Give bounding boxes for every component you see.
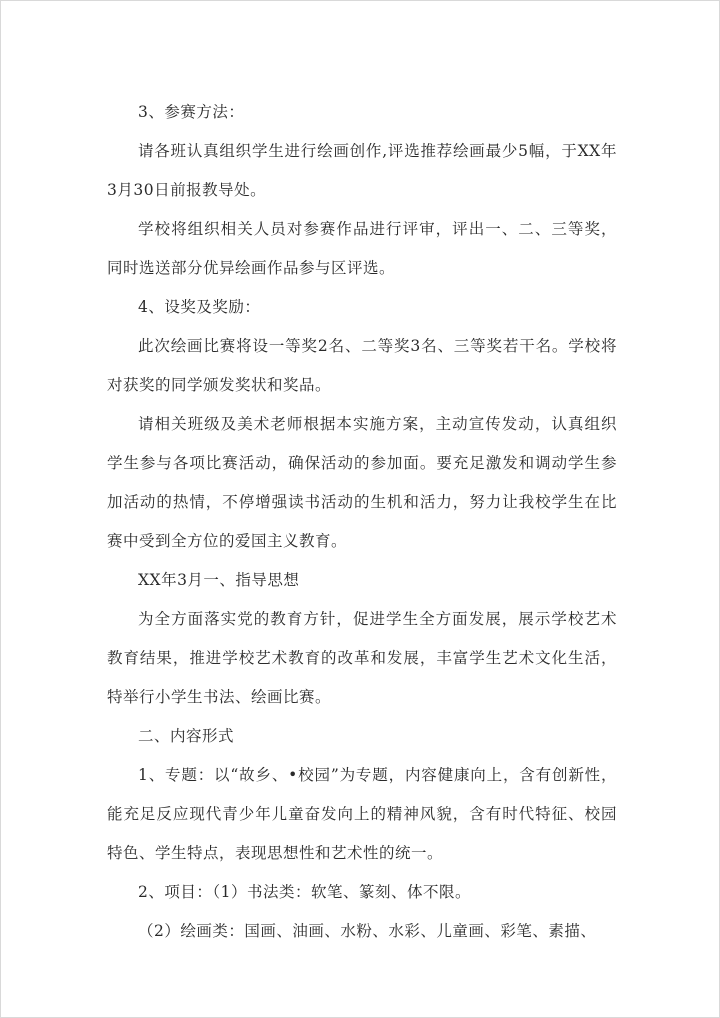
paragraph-projects-calligraphy: 2、项目：（1）书法类：软笔、篆刻、体不限。 xyxy=(138,883,471,901)
paragraph-guiding-ideas: 为全方面落实党的教育方针，促进学生全方面发展，展示学校艺术教育结果，推进学校艺术教育的改革和发展，丰富学生艺术文化生活，特举行小学生书法、绘画比赛。 xyxy=(107,610,617,706)
paragraph-topic: 1、专题：以“故乡、•校园”为专题，内容健康向上，含有创新性，能充足反应现代青少年儿童奋发向上的精神风貌，含有时代特征、校园特色、学生特点，表现思想性和艺术性的统一。 xyxy=(107,766,617,862)
section-heading-content-form: 二、内容形式 xyxy=(138,727,235,745)
paragraph-review: 学校将组织相关人员对参赛作品进行评审，评出一、二、三等奖，同时选送部分优异绘画作品参与区评选。 xyxy=(107,220,617,277)
paragraph-submission: 请各班认真组织学生进行绘画创作,评选推荐绘画最少5幅，于XX年3月30日前报教导处。 xyxy=(107,142,617,199)
paragraph-projects-painting: （2）绘画类：国画、油画、水粉、水彩、儿童画、彩笔、素描、 xyxy=(138,922,597,940)
section-heading-awards: 4、设奖及奖励： xyxy=(138,298,261,316)
document-body xyxy=(107,93,617,951)
paragraph-awards: 此次绘画比赛将设一等奖2名、二等奖3名、三等奖若干名。学校将对获奖的同学颁发奖状和奖品。 xyxy=(107,337,617,394)
paragraph-promotion: 请相关班级及美术老师根据本实施方案，主动宣传发动，认真组织学生参与各项比赛活动，确保活动的参加面。要充足激发和调动学生参加活动的热情，不停增强读书活动的生机和活力，努力让我校学生在比赛中受到全方位的爱国主义教育。 xyxy=(107,415,617,550)
section-heading-entry-method: 3、参赛方法： xyxy=(138,103,245,121)
section-heading-guiding-ideas: XX年3月一、指导思想 xyxy=(138,571,300,589)
